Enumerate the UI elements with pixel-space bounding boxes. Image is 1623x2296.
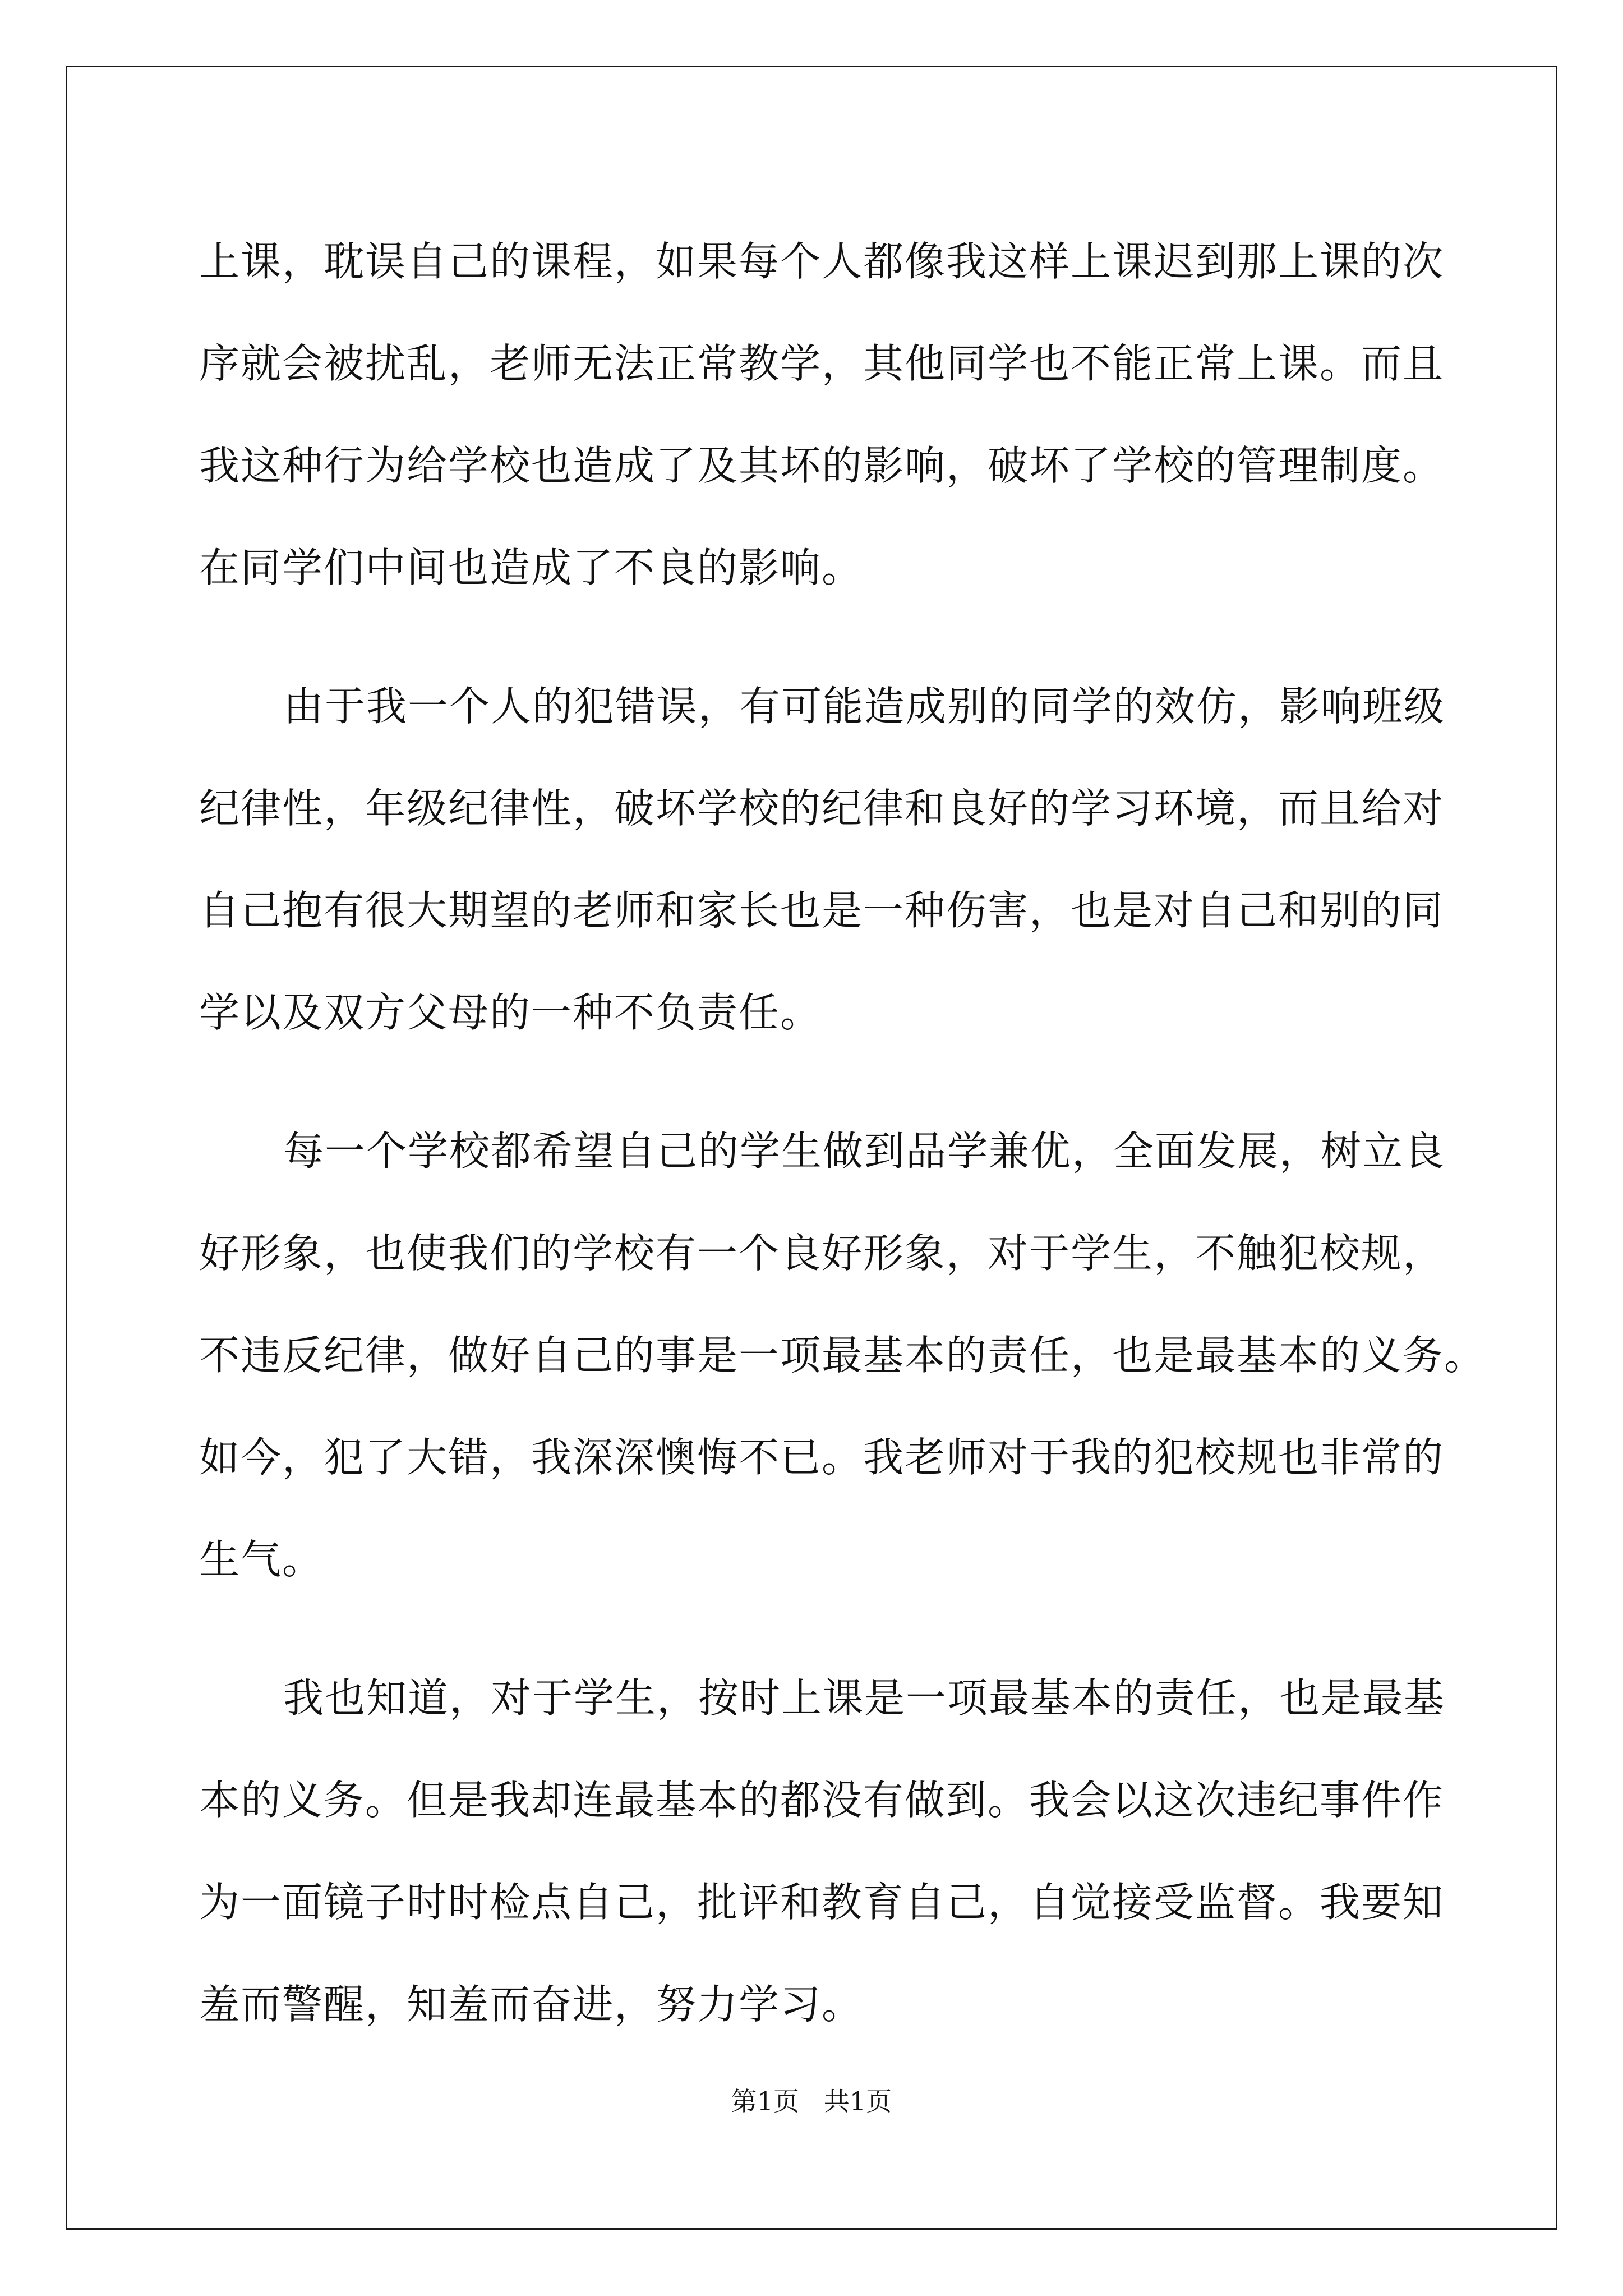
paragraph [199, 1100, 1486, 1611]
text-line: 序就会被扰乱，老师无法正常教学，其他同学也不能正常上课。而且 [199, 340, 1445, 387]
text-line: 本的义务。但是我却连最基本的都没有做到。我会以这次违纪事件作 [199, 1777, 1445, 1824]
text-line: 为一面镜子时时检点自己，批评和教育自己，自觉接受监督。我要知 [199, 1879, 1445, 1926]
paragraph [199, 1647, 1467, 2055]
text-line: 自己抱有很大期望的老师和家长也是一种伤害，也是对自己和别的同 [199, 887, 1445, 934]
paragraph [199, 210, 1467, 619]
text-line: 我这种行为给学校也造成了及其坏的影响，破坏了学校的管理制度。 [199, 442, 1445, 489]
text-line: 纪律性，年级纪律性，破坏学校的纪律和良好的学习环境，而且给对 [199, 785, 1445, 832]
text-line: 由于我一个人的犯错误，有可能造成别的同学的效仿，影响班级 [283, 683, 1446, 730]
text-line: 羞而警醒，知羞而奋进，努力学习。 [199, 1981, 864, 2028]
paragraph [199, 655, 1467, 1064]
text-line: 不违反纪律，做好自己的事是一项最基本的责任，也是最基本的义务。 [199, 1332, 1486, 1379]
text-line: 生气。 [199, 1536, 324, 1583]
page-number-footer: 第1页 共1页 [731, 2086, 892, 2116]
text-line: 我也知道，对于学生，按时上课是一项最基本的责任，也是最基 [283, 1674, 1446, 1722]
text-line: 每一个学校都希望自己的学生做到品学兼优，全面发展，树立良 [283, 1128, 1446, 1175]
paragraph-spacer [199, 619, 1467, 655]
text-line: 如今，犯了大错，我深深懊悔不已。我老师对于我的犯校规也非常的 [199, 1434, 1445, 1481]
text-line: 好形象，也使我们的学校有一个良好形象，对于学生，不触犯校规， [199, 1230, 1445, 1277]
text-line: 学以及双方父母的一种不负责任。 [199, 989, 822, 1036]
text-line: 在同学们中间也造成了不良的影响。 [199, 544, 864, 591]
paragraph-spacer [199, 1064, 1467, 1100]
paragraph-spacer [199, 1611, 1467, 1647]
text-line: 上课，耽误自己的课程，如果每个人都像我这样上课迟到那上课的次 [199, 238, 1445, 285]
document-body [199, 210, 1486, 2055]
